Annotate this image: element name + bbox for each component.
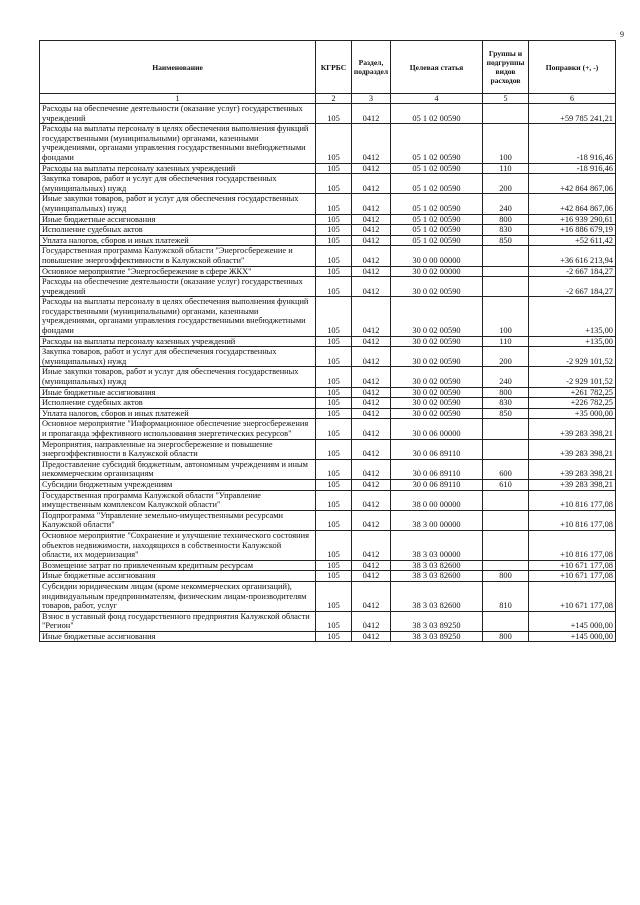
row-target-article: 30 0 06 89110 <box>391 479 483 490</box>
row-expense-group: 800 <box>483 387 529 398</box>
row-name: Исполнение судебных актов <box>40 398 316 409</box>
row-amendment-amount: +59 785 241,21 <box>529 104 616 124</box>
row-amendment-amount: +10 671 177,08 <box>529 560 616 571</box>
table-row <box>40 530 616 560</box>
table-row <box>40 398 616 409</box>
row-target-article: 30 0 02 00590 <box>391 297 483 336</box>
row-amendment-amount: +226 782,25 <box>529 398 616 409</box>
row-name: Исполнение судебных актов <box>40 225 316 236</box>
row-expense-group: 850 <box>483 408 529 419</box>
column-number: 5 <box>483 94 529 104</box>
row-name: Расходы на обеспечение деятельности (оказание услуг) государственных учреждений <box>40 104 316 124</box>
row-section: 0412 <box>352 510 391 530</box>
row-amendment-amount: +261 782,25 <box>529 387 616 398</box>
row-target-article: 05 1 02 00590 <box>391 174 483 194</box>
row-name: Основное мероприятие "Информационное обеспечение энергосбережения и пропаганда эффективного использования энергетических ресурсов" <box>40 419 316 439</box>
row-section: 0412 <box>352 336 391 347</box>
table-row <box>40 246 616 266</box>
row-section: 0412 <box>352 124 391 163</box>
row-name: Взнос в уставный фонд государственного предприятия Калужской области "Регион" <box>40 611 316 631</box>
row-target-article: 30 0 02 00590 <box>391 367 483 387</box>
row-amendment-amount: +52 611,42 <box>529 235 616 246</box>
row-target-article: 30 0 06 89110 <box>391 459 483 479</box>
row-kgrbs: 105 <box>316 560 352 571</box>
row-name: Уплата налогов, сборов и иных платежей <box>40 235 316 246</box>
row-amendment-amount: +39 283 398,21 <box>529 419 616 439</box>
row-section: 0412 <box>352 297 391 336</box>
row-kgrbs: 105 <box>316 459 352 479</box>
row-expense-group: 810 <box>483 581 529 611</box>
row-amendment-amount: +16 939 290,61 <box>529 214 616 225</box>
row-name: Субсидии юридическим лицам (кроме некоммерческих организаций), индивидуальным предпринимателям, физическим лицам-производителям товаров, работ, услуг <box>40 581 316 611</box>
row-expense-group <box>483 266 529 277</box>
table-body <box>40 104 616 642</box>
row-expense-group: 200 <box>483 174 529 194</box>
row-section: 0412 <box>352 439 391 459</box>
row-amendment-amount: +39 283 398,21 <box>529 479 616 490</box>
row-kgrbs: 105 <box>316 297 352 336</box>
table-row <box>40 174 616 194</box>
header-section: Раздел, подраздел <box>352 41 391 94</box>
table-row <box>40 479 616 490</box>
row-expense-group: 800 <box>483 571 529 582</box>
row-name: Расходы на выплаты персоналу в целях обеспечения выполнения функций государственными (муниципальными) органами, казенными учреждениями, органами управления государственными внебюджетными фондами <box>40 297 316 336</box>
table-row <box>40 560 616 571</box>
row-name: Государственная программа Калужской области "Энергосбережение и повышение энергоэффективности в Калужской области" <box>40 246 316 266</box>
table-row <box>40 367 616 387</box>
row-name: Субсидии бюджетным учреждениям <box>40 479 316 490</box>
row-expense-group: 110 <box>483 163 529 174</box>
column-number: 1 <box>40 94 316 104</box>
row-kgrbs: 105 <box>316 419 352 439</box>
row-amendment-amount: +42 864 867,06 <box>529 194 616 214</box>
table-row <box>40 235 616 246</box>
row-name: Основное мероприятие "Энергосбережение в сфере ЖКХ" <box>40 266 316 277</box>
row-name: Расходы на обеспечение деятельности (оказание услуг) государственных учреждений <box>40 277 316 297</box>
row-amendment-amount: -2 667 184,27 <box>529 266 616 277</box>
row-kgrbs: 105 <box>316 174 352 194</box>
header-kgrbs: КГРБС <box>316 41 352 94</box>
row-kgrbs: 105 <box>316 235 352 246</box>
row-target-article: 38 0 00 00000 <box>391 490 483 510</box>
row-name: Иные бюджетные ассигнования <box>40 214 316 225</box>
row-section: 0412 <box>352 246 391 266</box>
row-target-article: 30 0 02 00590 <box>391 387 483 398</box>
table-row <box>40 571 616 582</box>
row-kgrbs: 105 <box>316 398 352 409</box>
row-section: 0412 <box>352 174 391 194</box>
row-name: Иные бюджетные ассигнования <box>40 387 316 398</box>
row-amendment-amount: -2 929 101,52 <box>529 367 616 387</box>
row-target-article: 38 3 03 00000 <box>391 530 483 560</box>
row-name: Подпрограмма "Управление земельно-имущественными ресурсами Калужской области" <box>40 510 316 530</box>
column-number: 4 <box>391 94 483 104</box>
table-row <box>40 611 616 631</box>
row-amendment-amount: +145 000,00 <box>529 631 616 642</box>
header-amendment: Поправки (+, -) <box>529 41 616 94</box>
row-section: 0412 <box>352 163 391 174</box>
row-target-article: 05 1 02 00590 <box>391 225 483 236</box>
row-expense-group: 100 <box>483 297 529 336</box>
row-kgrbs: 105 <box>316 581 352 611</box>
row-kgrbs: 105 <box>316 490 352 510</box>
table-row <box>40 490 616 510</box>
row-expense-group: 200 <box>483 347 529 367</box>
row-name: Возмещение затрат по привлеченным кредитным ресурсам <box>40 560 316 571</box>
row-target-article: 05 1 02 00590 <box>391 235 483 246</box>
row-amendment-amount: +39 283 398,21 <box>529 439 616 459</box>
row-expense-group <box>483 490 529 510</box>
row-kgrbs: 105 <box>316 336 352 347</box>
row-section: 0412 <box>352 277 391 297</box>
row-expense-group: 600 <box>483 459 529 479</box>
row-amendment-amount: +39 283 398,21 <box>529 459 616 479</box>
row-name: Иные закупки товаров, работ и услуг для обеспечения государственных (муниципальных) нужд <box>40 367 316 387</box>
table-row <box>40 459 616 479</box>
table-row <box>40 194 616 214</box>
row-name: Расходы на выплаты персоналу в целях обеспечения выполнения функций государственными (муниципальными) органами, казенными учреждениями, органами управления государственными внебюджетными фондами <box>40 124 316 163</box>
row-section: 0412 <box>352 530 391 560</box>
row-section: 0412 <box>352 581 391 611</box>
row-expense-group <box>483 439 529 459</box>
row-kgrbs: 105 <box>316 277 352 297</box>
row-expense-group: 830 <box>483 398 529 409</box>
table-row <box>40 266 616 277</box>
row-target-article: 30 0 02 00590 <box>391 408 483 419</box>
row-amendment-amount: +10 671 177,08 <box>529 581 616 611</box>
row-amendment-amount: -2 929 101,52 <box>529 347 616 367</box>
row-kgrbs: 105 <box>316 124 352 163</box>
row-expense-group: 240 <box>483 367 529 387</box>
row-target-article: 05 1 02 00590 <box>391 124 483 163</box>
row-kgrbs: 105 <box>316 479 352 490</box>
row-target-article: 30 0 06 00000 <box>391 419 483 439</box>
header-target: Целевая статья <box>391 41 483 94</box>
row-section: 0412 <box>352 225 391 236</box>
table-row <box>40 439 616 459</box>
row-name: Расходы на выплаты персоналу казенных учреждений <box>40 163 316 174</box>
row-target-article: 38 3 03 82600 <box>391 581 483 611</box>
row-expense-group: 850 <box>483 235 529 246</box>
row-kgrbs: 105 <box>316 530 352 560</box>
row-expense-group: 100 <box>483 124 529 163</box>
table-row <box>40 387 616 398</box>
row-expense-group: 240 <box>483 194 529 214</box>
column-number: 3 <box>352 94 391 104</box>
row-amendment-amount: +10 816 177,08 <box>529 510 616 530</box>
row-amendment-amount: +135,00 <box>529 336 616 347</box>
row-target-article: 38 3 00 00000 <box>391 510 483 530</box>
row-kgrbs: 105 <box>316 246 352 266</box>
row-section: 0412 <box>352 611 391 631</box>
table-row <box>40 408 616 419</box>
header-group: Группы и подгруппы видов расходов <box>483 41 529 94</box>
row-section: 0412 <box>352 408 391 419</box>
row-section: 0412 <box>352 367 391 387</box>
row-name: Иные закупки товаров, работ и услуг для обеспечения государственных (муниципальных) нужд <box>40 194 316 214</box>
row-name: Основное мероприятие "Сохранение и улучшение технического состояния объектов недвижимости, находящихся в собственности Калужской области, их модернизация" <box>40 530 316 560</box>
column-number: 6 <box>529 94 616 104</box>
table-row <box>40 510 616 530</box>
table-row <box>40 163 616 174</box>
row-expense-group <box>483 560 529 571</box>
row-expense-group <box>483 277 529 297</box>
table-row <box>40 581 616 611</box>
row-name: Предоставление субсидий бюджетным, автономным учреждениям и иным некоммерческим организациям <box>40 459 316 479</box>
row-section: 0412 <box>352 490 391 510</box>
table-row <box>40 214 616 225</box>
row-expense-group <box>483 104 529 124</box>
row-expense-group: 800 <box>483 214 529 225</box>
row-target-article: 38 3 03 89250 <box>391 611 483 631</box>
row-expense-group <box>483 510 529 530</box>
row-expense-group: 800 <box>483 631 529 642</box>
table-row <box>40 631 616 642</box>
row-section: 0412 <box>352 266 391 277</box>
row-expense-group <box>483 530 529 560</box>
budget-amendments-table <box>39 40 616 642</box>
row-name: Иные бюджетные ассигнования <box>40 571 316 582</box>
row-name: Уплата налогов, сборов и иных платежей <box>40 408 316 419</box>
row-amendment-amount: -18 916,46 <box>529 124 616 163</box>
row-target-article: 38 3 03 82600 <box>391 560 483 571</box>
table-row <box>40 104 616 124</box>
row-kgrbs: 105 <box>316 163 352 174</box>
row-section: 0412 <box>352 479 391 490</box>
row-amendment-amount: +145 000,00 <box>529 611 616 631</box>
row-kgrbs: 105 <box>316 225 352 236</box>
header-name: Наименование <box>40 41 316 94</box>
row-expense-group: 830 <box>483 225 529 236</box>
row-kgrbs: 105 <box>316 266 352 277</box>
row-expense-group <box>483 246 529 266</box>
row-amendment-amount: +10 671 177,08 <box>529 571 616 582</box>
row-kgrbs: 105 <box>316 104 352 124</box>
row-target-article: 38 3 03 82600 <box>391 571 483 582</box>
row-target-article: 30 0 02 00590 <box>391 277 483 297</box>
row-section: 0412 <box>352 398 391 409</box>
row-section: 0412 <box>352 194 391 214</box>
row-target-article: 05 1 02 00590 <box>391 104 483 124</box>
row-kgrbs: 105 <box>316 510 352 530</box>
row-expense-group: 610 <box>483 479 529 490</box>
column-number: 2 <box>316 94 352 104</box>
table-row <box>40 124 616 163</box>
row-target-article: 05 1 02 00590 <box>391 163 483 174</box>
table-row <box>40 225 616 236</box>
row-target-article: 30 0 00 00000 <box>391 246 483 266</box>
column-numbers-row <box>40 94 616 104</box>
table-row <box>40 419 616 439</box>
row-expense-group <box>483 419 529 439</box>
table-row <box>40 277 616 297</box>
row-section: 0412 <box>352 459 391 479</box>
row-name: Иные бюджетные ассигнования <box>40 631 316 642</box>
row-section: 0412 <box>352 214 391 225</box>
row-section: 0412 <box>352 571 391 582</box>
row-section: 0412 <box>352 347 391 367</box>
row-kgrbs: 105 <box>316 571 352 582</box>
table-row <box>40 336 616 347</box>
row-section: 0412 <box>352 104 391 124</box>
row-section: 0412 <box>352 419 391 439</box>
page-number: 9 <box>620 30 624 39</box>
row-amendment-amount: +42 864 867,06 <box>529 174 616 194</box>
row-amendment-amount: -2 667 184,27 <box>529 277 616 297</box>
row-target-article: 30 0 02 00590 <box>391 336 483 347</box>
row-target-article: 38 3 03 89250 <box>391 631 483 642</box>
row-name: Закупка товаров, работ и услуг для обеспечения государственных (муниципальных) нужд <box>40 174 316 194</box>
row-name: Государственная программа Калужской области "Управление имущественным комплексом Калужской области" <box>40 490 316 510</box>
row-amendment-amount: +10 816 177,08 <box>529 490 616 510</box>
row-amendment-amount: +135,00 <box>529 297 616 336</box>
row-target-article: 30 0 06 89110 <box>391 439 483 459</box>
row-amendment-amount: +16 886 679,19 <box>529 225 616 236</box>
row-kgrbs: 105 <box>316 214 352 225</box>
row-name: Мероприятия, направленные на энергосбережение и повышение энергоэффективности в Калужской области <box>40 439 316 459</box>
row-kgrbs: 105 <box>316 367 352 387</box>
row-target-article: 30 0 02 00000 <box>391 266 483 277</box>
row-kgrbs: 105 <box>316 194 352 214</box>
row-section: 0412 <box>352 560 391 571</box>
row-kgrbs: 105 <box>316 611 352 631</box>
row-kgrbs: 105 <box>316 408 352 419</box>
table-header-row <box>40 41 616 94</box>
row-amendment-amount: -18 916,46 <box>529 163 616 174</box>
row-section: 0412 <box>352 235 391 246</box>
table-row <box>40 347 616 367</box>
row-kgrbs: 105 <box>316 387 352 398</box>
row-expense-group: 110 <box>483 336 529 347</box>
row-kgrbs: 105 <box>316 347 352 367</box>
table-row <box>40 297 616 336</box>
row-kgrbs: 105 <box>316 439 352 459</box>
row-target-article: 30 0 02 00590 <box>391 347 483 367</box>
row-kgrbs: 105 <box>316 631 352 642</box>
row-target-article: 05 1 02 00590 <box>391 214 483 225</box>
row-name: Расходы на выплаты персоналу казенных учреждений <box>40 336 316 347</box>
row-target-article: 05 1 02 00590 <box>391 194 483 214</box>
row-amendment-amount: +35 000,00 <box>529 408 616 419</box>
row-section: 0412 <box>352 631 391 642</box>
row-amendment-amount: +10 816 177,08 <box>529 530 616 560</box>
row-name: Закупка товаров, работ и услуг для обеспечения государственных (муниципальных) нужд <box>40 347 316 367</box>
row-target-article: 30 0 02 00590 <box>391 398 483 409</box>
row-amendment-amount: +36 616 213,94 <box>529 246 616 266</box>
row-expense-group <box>483 611 529 631</box>
row-section: 0412 <box>352 387 391 398</box>
